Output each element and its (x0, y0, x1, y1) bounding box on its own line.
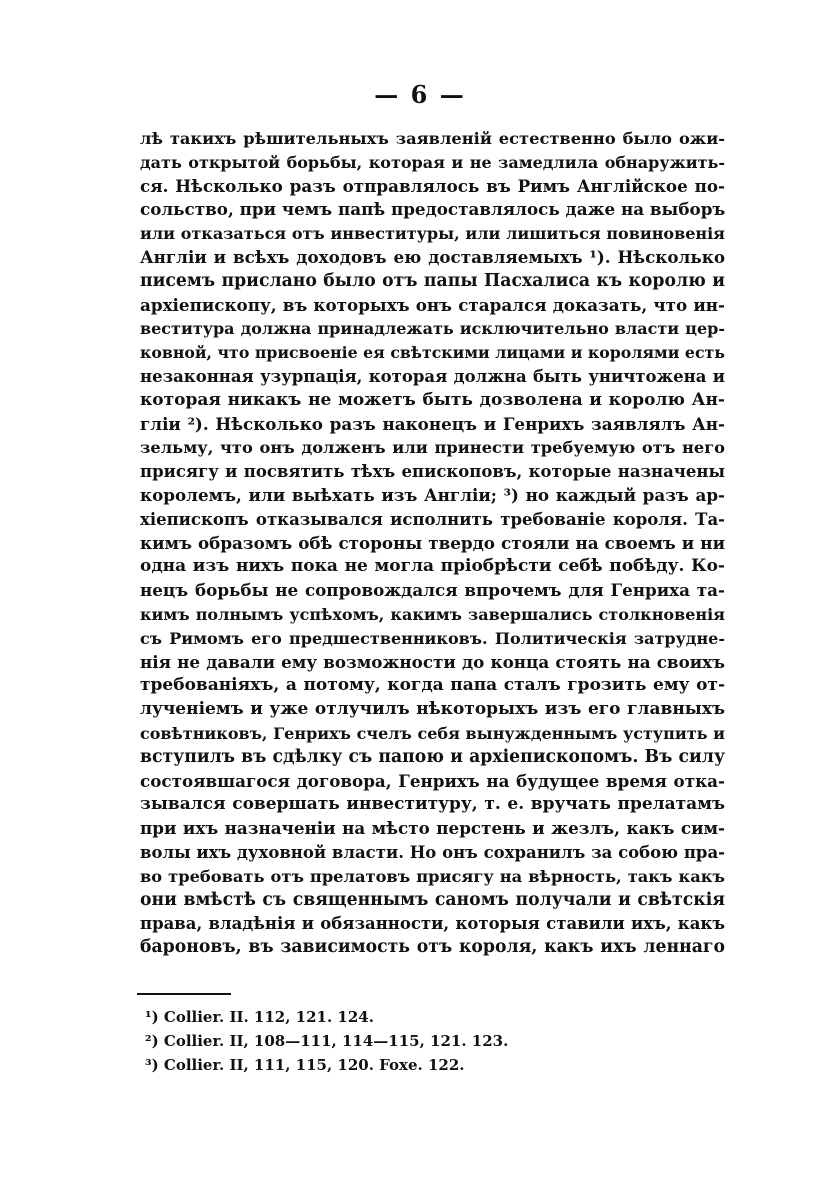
text-line: лученіемъ и уже отлучилъ нѣкоторыхъ изъ его главныхъ (140, 699, 725, 720)
text-line: хіепископъ отказывался исполнить требованіе короля. Та- (140, 509, 725, 529)
text-line: дать открытой борьбы, которая и не замедлила обнаружить- (140, 152, 725, 172)
text-line: или отказаться отъ инвеституры, или лишиться повиновенія (140, 224, 725, 244)
text-line: которая никакъ не можетъ быть дозволена и королю Ан- (140, 389, 725, 410)
footnote: ¹) Collier. II. 112, 121. 124. (145, 1008, 374, 1026)
text-line: состоявшагося договора, Генрихъ на будущее время отка- (140, 770, 725, 791)
text-line: при ихъ назначеніи на мѣсто перстень и жезлъ, какъ сим- (140, 818, 725, 839)
text-line: гліи ²). Нѣсколько разъ наконецъ и Генрихъ заявлялъ Ан- (140, 413, 725, 434)
text-line: зывался совершать инвеституру, т. е. вручать прелатамъ (140, 794, 725, 815)
text-line: лѣ такихъ рѣшительныхъ заявленій естественно было ожи- (140, 129, 725, 148)
text-line: они вмѣстѣ съ священнымъ саномъ получали и свѣтскія (140, 889, 725, 910)
text-line: присягу и посвятить тѣхъ епископовъ, которые назначены (140, 462, 725, 482)
text-line: кимъ полнымъ успѣхомъ, какимъ завершались столкновенія (140, 604, 725, 624)
text-line: требованіяхъ, а потому, когда папа сталъ грозить ему от- (140, 675, 725, 696)
text-line: права, владѣнія и обязанности, которыя ставили ихъ, какъ (140, 914, 725, 934)
text-line: нецъ борьбы не сопровождался впрочемъ для Генриха та- (140, 580, 725, 601)
footnote: ³) Collier. II, 111, 115, 120. Foxe. 122. (145, 1056, 465, 1074)
text-line: королемъ, или выѣхать изъ Англіи; ³) но каждый разъ ар- (140, 484, 725, 505)
text-line: архіепископу, въ которыхъ онъ старался доказать, что ин- (140, 294, 725, 315)
text-line: Англіи и всѣхъ доходовъ ею доставляемыхъ ¹). Нѣсколько (140, 246, 725, 267)
text-line: нія не давали ему возможности до конца стоять на своихъ (140, 651, 725, 672)
text-line: вступилъ въ сдѣлку съ папою и архіепископомъ. Въ силу (140, 746, 725, 767)
text-line: кимъ образомъ обѣ стороны твердо стояли на своемъ и ни (140, 532, 725, 553)
text-line: веститура должна принадлежать исключительно власти цер- (140, 319, 725, 339)
text-line: писемъ прислано было отъ папы Пасхалиса къ королю и (140, 270, 725, 291)
text-line: во требовать отъ прелатовъ присягу на вѣрность, такъ какъ (140, 866, 725, 886)
text-line: зельму, что онъ долженъ или принести требуемую отъ него (140, 438, 725, 458)
text-line: волы ихъ духовной власти. Но онъ сохранилъ за собою пра- (140, 842, 725, 862)
footnote: ²) Collier. II, 108—111, 114—115, 121. 123. (145, 1032, 509, 1050)
text-line: бароновъ, въ зависимость отъ короля, какъ ихъ леннаго (140, 937, 725, 958)
text-line: ковной, что присвоеніе ея свѣтскими лицами и королями есть (140, 343, 725, 363)
text-line: съ Римомъ его предшественниковъ. Политическія затрудне- (140, 628, 725, 648)
text-line: незаконная узурпація, которая должна быть уничтожена и (140, 366, 725, 386)
text-line: сольство, при чемъ папѣ предоставлялось даже на выборъ (140, 199, 726, 220)
text-line: совѣтниковъ, Генрихъ счелъ себя вынужденнымъ уступить и (140, 723, 725, 743)
text-line: ся. Нѣсколько разъ отправлялось въ Римъ Англійское по- (140, 175, 725, 196)
page-number: — 6 — (374, 80, 466, 109)
footnote-divider (137, 993, 231, 995)
footnotes (145, 1005, 508, 1077)
text-line: одна изъ нихъ пока не могла пріобрѣсти себѣ побѣду. Ко- (140, 556, 725, 577)
body-text (140, 127, 725, 960)
